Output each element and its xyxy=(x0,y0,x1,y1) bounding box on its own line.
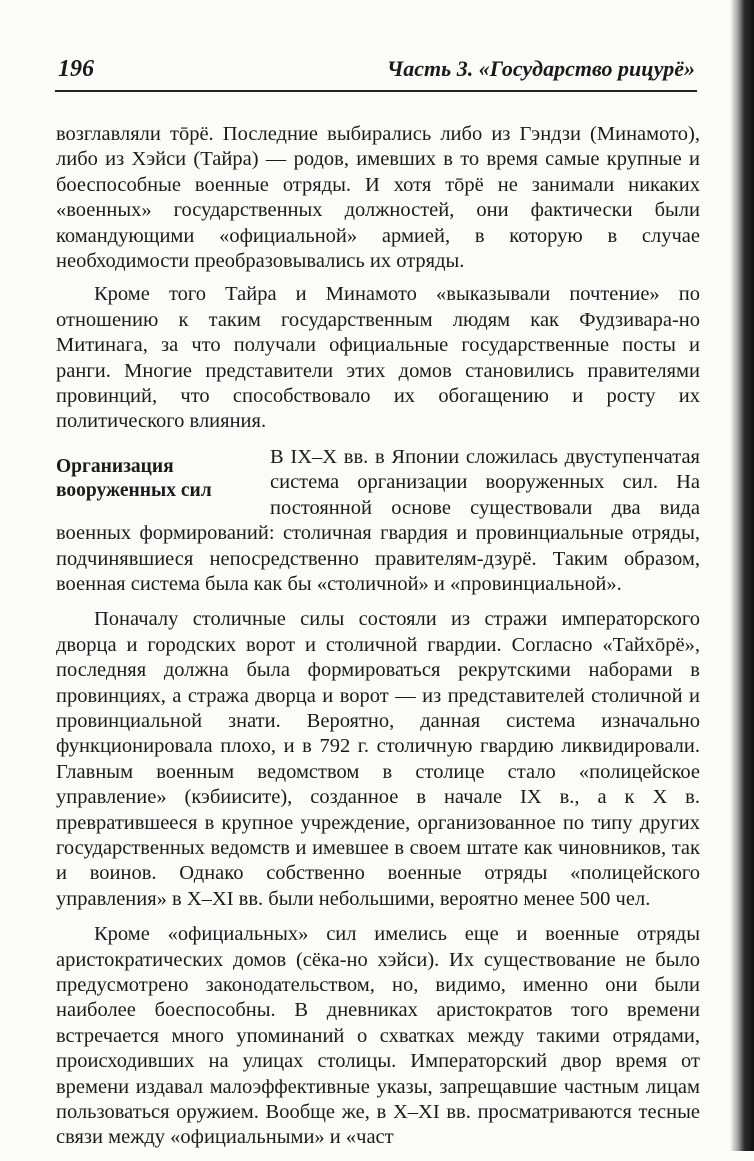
paragraph-3: В IX–X вв. в Японии сложилась двуступенчатая система организации вооруженных сил. На постоянной основе существовали два вида военных формирований: столичная гвардия и провинциальные отряды, подчинявшиеся непосредственно правителям-дзурё. Таким образом, военная система была как бы «столичной» и «провинциальной». xyxy=(56,445,700,595)
running-head: Часть 3. «Государство рицурё» xyxy=(386,56,695,81)
page-header xyxy=(55,54,697,92)
paragraph-1: возглавляли тōрё. Последние выбирались либо из Гэндзи (Минамото), либо из Хэйси (Тайра) — родов, имевших в то время самые крупные и боеспособные военные отряды. И хотя тōрё не занимали никаких «военных» государственных должностей, они фактически были командующими «официальной» армией, в которую в случае необходимости преобразовывались их отряды. xyxy=(56,123,700,273)
page-number: 196 xyxy=(58,56,94,82)
scan-edge-shadow xyxy=(730,0,754,1151)
paragraph-2: Кроме того Тайра и Минамото «выказывали почтение» по отношению к таким государственным людям как Фудзивара-но Митинага, за что получали официальные государственные посты и ранги. Многие представители этих домов становились правителями провинций, что способствовало их обогащению и росту их политического влияния. xyxy=(56,283,700,433)
paragraph-5: Кроме «официальных» сил имелись еще и военные отряды аристократических домов (сёка-но хэйси). Их существование не было предусмотрено законодательством, но, видимо, именно они были наиболее боеспособны. В дневниках аристократов того времени встречается много упоминаний о схватках между такими отрядами, происходивших на улицах столицы. Императорский двор время от времени издавал малоэффективные указы, запрещавшие частным лицам пользоваться оружием. Вообще же, в X–XI вв. просматриваются тесные связи между «официальными» и «част xyxy=(56,923,700,1149)
paragraph-4: Поначалу столичные силы состояли из стражи императорского дворца и городских ворот и столичной гвардии. Согласно «Тайхōрё», последняя должна была формироваться рекрутскими наборами в провинциях, а стража дворца и ворот — из представителей столичной и провинциальной знати. Вероятно, данная система изначально функционировала плохо, и в 792 г. столичную гвардию ликвидировали. Главным военным ведомством в столице стало «полицейское управление» (кэбиисите), созданное в начале IX в., а к X в. превратившееся в крупное учреждение, организованное по типу других государственных ведомств и имевшее в своем штате как чиновников, так и воинов. Однако собственно военные отряды «полицейского управления» в X–XI вв. были небольшими, вероятно менее 500 чел. xyxy=(56,608,700,910)
section-sidenote: Организация вооруженных сил xyxy=(56,455,212,501)
page-body xyxy=(56,122,700,1161)
